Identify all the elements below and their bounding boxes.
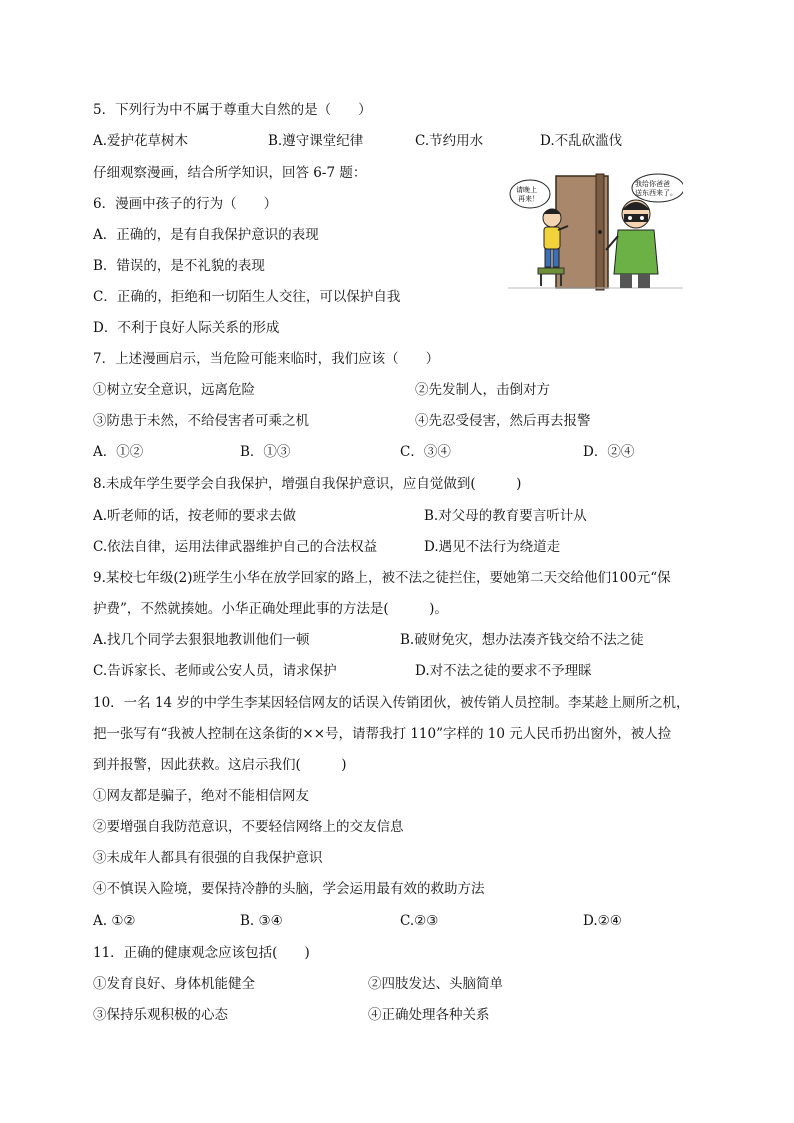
q5-option-a: A.爱护花草树木 <box>93 133 189 149</box>
intro-6-7: 仔细观察漫画，结合所学知识，回答 6-7 题： <box>93 165 367 181</box>
q5-stem: 5．下列行为中不属于尊重大自然的是（ ） <box>93 102 372 118</box>
comic-bubble-right-line1: 我给你爸爸 <box>635 180 670 188</box>
q7-item-1: ①树立安全意识，远离危险 <box>93 382 255 398</box>
q9-option-b: B.破财免灾，想办法凑齐钱交给不法之徒 <box>400 632 644 648</box>
q7-item-2: ②先发制人，击倒对方 <box>415 382 550 398</box>
q10-item-4: ④不慎误入险境，要保持冷静的头脑，学会运用最有效的救助方法 <box>93 881 485 897</box>
q8-option-d: D.遇见不法行为绕道走 <box>424 539 561 555</box>
q7-item-4: ④先忍受侵害，然后再去报警 <box>415 413 591 429</box>
q6-option-b: B．错误的，是不礼貌的表现 <box>93 258 265 274</box>
q9-stem-line1: 9.某校七年级(2)班学生小华在放学回家的路上，被不法之徒拦住，要她第二天交给他们100元“保 <box>93 570 671 586</box>
q11-stem: 11．正确的健康观念应该包括( ) <box>93 945 310 961</box>
q5-option-c: C.节约用水 <box>415 133 484 149</box>
q9-stem-line2: 护费”，不然就揍她。小华正确处理此事的方法是( )。 <box>93 601 448 617</box>
q7-item-3: ③防患于未然，不给侵害者可乘之机 <box>93 413 309 429</box>
q6-option-d: D．不利于良好人际关系的形成 <box>93 320 280 336</box>
q7-option-d: D．②④ <box>583 444 635 460</box>
q8-option-c: C.依法自律，运用法律武器维护自己的合法权益 <box>93 539 378 555</box>
q11-item-3: ③保持乐观积极的心态 <box>93 1007 228 1023</box>
q11-item-4: ④正确处理各种关系 <box>368 1007 490 1023</box>
comic-bubble-left-line2: 再来！ <box>518 195 539 203</box>
q6-option-c: C．正确的，拒绝和一切陌生人交往，可以保护自我 <box>93 289 401 305</box>
q10-item-3: ③未成年人都具有很强的自我保护意识 <box>93 850 323 866</box>
q10-option-d: D.②④ <box>583 913 622 929</box>
q11-item-1: ①发育良好、身体机能健全 <box>93 976 255 992</box>
q8-stem: 8.未成年学生要学会自我保护，增强自我保护意识，应自觉做到( ) <box>93 476 522 492</box>
q7-option-c: C．③④ <box>400 444 451 460</box>
q7-option-b: B．①③ <box>240 444 291 460</box>
q7-stem: 7．上述漫画启示，当危险可能来临时，我们应该（ ） <box>93 351 440 367</box>
comic-bubble-left-line1: 请晚上 <box>516 186 537 194</box>
q5-option-d: D.不乱砍滥伐 <box>540 133 623 149</box>
q10-option-c: C.②③ <box>400 913 439 929</box>
comic-bubble-right-line2: 送东西来了。 <box>635 189 677 197</box>
q10-option-b: B. ③④ <box>240 913 283 929</box>
q8-option-b: B.对父母的教育要言听计从 <box>424 508 587 524</box>
q8-option-a: A.听老师的话，按老师的要求去做 <box>93 508 297 524</box>
q10-item-1: ①网友都是骗子，绝对不能相信网友 <box>93 788 309 804</box>
q9-option-a: A.找几个同学去狠狠地教训他们一顿 <box>93 632 310 648</box>
q10-stem-line2: 把一张写有“我被人控制在这条街的××号，请帮我打 110”字样的 10 元人民币扔出窗外，被人捡 <box>93 726 672 742</box>
q9-option-c: C.告诉家长、老师或公安人员，请求保护 <box>93 663 337 679</box>
q10-stem-line3: 到并报警，因此获救。这启示我们( ) <box>93 757 347 773</box>
q10-option-a: A. ①② <box>93 913 136 929</box>
q10-item-2: ②要增强自我防范意识，不要轻信网络上的交友信息 <box>93 819 404 835</box>
comic-illustration <box>508 170 683 292</box>
q6-stem: 6．漫画中孩子的行为（ ） <box>93 196 278 212</box>
q9-option-d: D.对不法之徒的要求不予理睬 <box>415 663 592 679</box>
q5-option-b: B.遵守课堂纪律 <box>268 133 364 149</box>
q6-option-a: A．正确的，是有自我保护意识的表现 <box>93 227 319 243</box>
q11-item-2: ②四肢发达、头脑简单 <box>368 976 503 992</box>
q10-stem-line1: 10．一名 14 岁的中学生李某因轻信网友的话误入传销团伙，被传销人员控制。李某趁上厕所之机， <box>93 695 690 711</box>
q7-option-a: A．①② <box>93 444 144 460</box>
